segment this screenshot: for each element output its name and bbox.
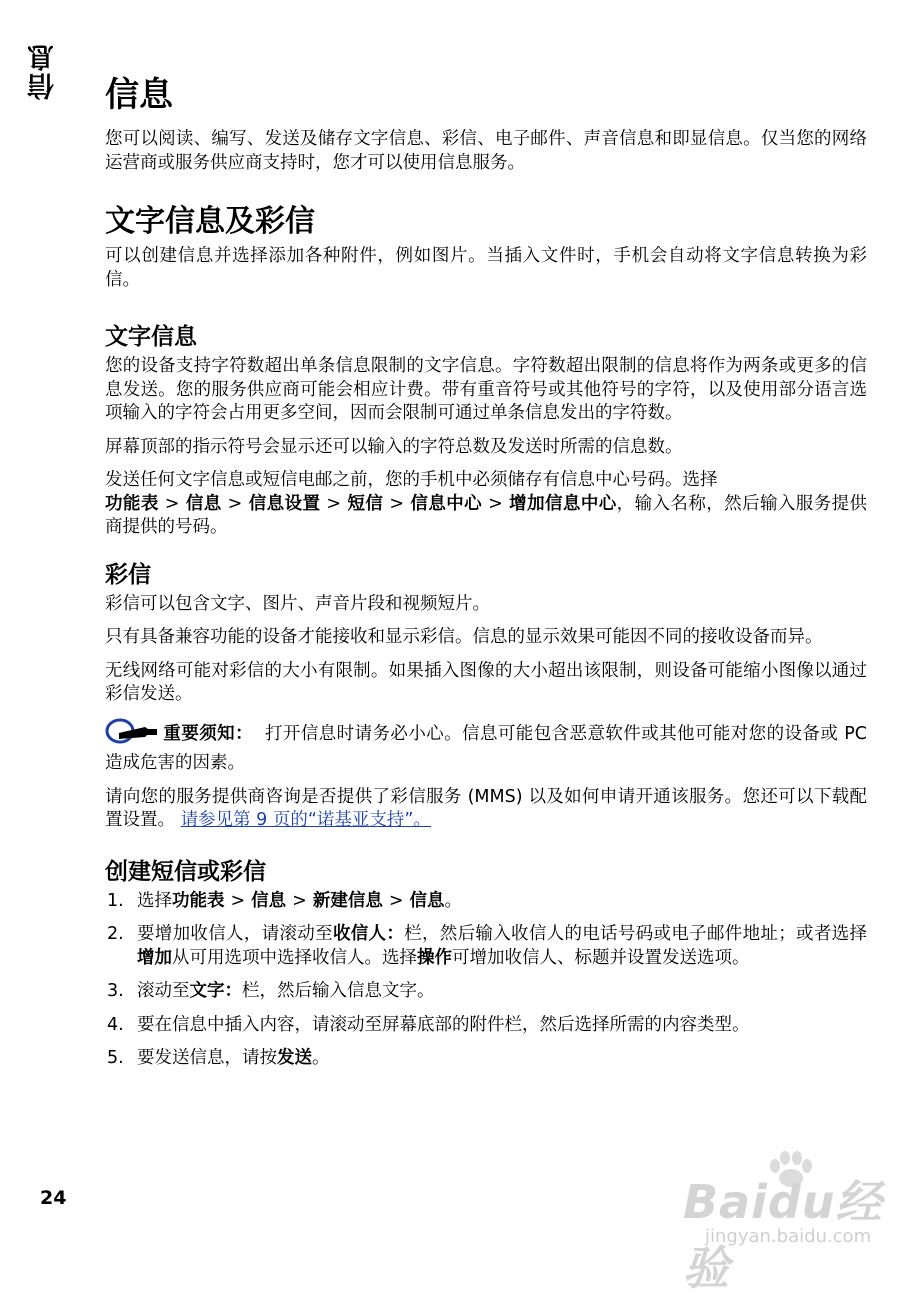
- menu-path-item: 信息中心: [410, 493, 483, 514]
- list-item: 3. 滚动至文字：栏，然后输入信息文字。: [107, 981, 435, 1001]
- nokia-support-link[interactable]: 请参见第 9 页的“诺基亚支持”。: [180, 810, 431, 830]
- list-item: 1. 选择功能表 > 信息 > 新建信息 > 信息。: [107, 890, 463, 911]
- list-item: 5. 要发送信息，请按发送。: [107, 1048, 330, 1068]
- subheading-sms: 文字信息: [105, 324, 197, 350]
- page-content: [105, 74, 867, 1081]
- mms-paragraph-1: 彩信可以包含文字、图片、声音片段和视频短片。: [105, 593, 490, 614]
- section-intro: 可以创建信息并选择添加各种附件，例如图片。当插入文件时，手机会自动将文字信息转换为彩信。: [105, 246, 867, 290]
- menu-path-item: 信息设置: [248, 493, 321, 514]
- sms-paragraph-3: 发送任何文字信息或短信电邮之前，您的手机中必须储存有信息中心号码。选择 功能表 > 信息 > 信息设置 > 短信 > 信息中心 > 增加信息中心，输入名称，然后输入服务提供商提供的号码。: [105, 470, 868, 537]
- page-title: 信息: [105, 75, 173, 115]
- menu-path-item: 增加信息中心: [508, 493, 617, 514]
- list-item: 2. 要增加收信人，请滚动至收信人：栏，然后输入收信人的电话号码或电子邮件地址；或者选择增加从可用选项中选择收信人。选择操作可增加收信人、标题并设置发送选项。: [107, 924, 867, 968]
- important-notice: 重要须知： 打开信息时请务必小心。信息可能包含恶意软件或其他可能对您的设备或 PC 造成危害的因素。: [105, 717, 867, 776]
- watermark-url: jingyan.baidu.com: [705, 1226, 872, 1247]
- menu-path-item: 信息: [185, 493, 222, 514]
- watermark-logo: Baidu经验: [683, 1175, 883, 1295]
- list-item: 4. 要在信息中插入内容，请滚动至屏幕底部的附件栏，然后选择所需的内容类型。: [107, 1014, 750, 1035]
- subheading-mms: 彩信: [105, 561, 151, 588]
- mms-paragraph-4: 请向您的服务提供商咨询是否提供了彩信服务 (MMS) 以及如何申请开通该服务。您还可以下载配置设置。 请参见第 9 页的“诺基亚支持”。: [105, 786, 867, 830]
- intro-paragraph: 您可以阅读、编写、发送及储存文字信息、彩信、电子邮件、声音信息和即显信息。仅当您的网络运营商或服务供应商支持时，您才可以使用信息服务。: [105, 129, 867, 173]
- menu-path-item: 短信: [347, 493, 384, 514]
- sms-paragraph-2: 屏幕顶部的指示符号会显示还可以输入的字符总数及发送时所需的信息数。: [105, 436, 683, 457]
- mms-paragraph-2: 只有具备兼容功能的设备才能接收和显示彩信。信息的显示效果可能因不同的接收设备而异。: [105, 627, 823, 647]
- side-chapter-tab: 信息: [28, 42, 59, 100]
- sms-paragraph-1: 您的设备支持字符数超出单条信息限制的文字信息。字符数超出限制的信息将作为两条或更多的信息发送。您的服务供应商可能会相应计费。带有重音符号或其他符号的字符，以及使用部分语言选项输入的字符会占用更多空间，因而会限制可通过单条信息发出的字符数。: [105, 356, 867, 423]
- mms-paragraph-3: 无线网络可能对彩信的大小有限制。如果插入图像的大小超出该限制，则设备可能缩小图像以通过彩信发送。: [105, 660, 867, 704]
- subheading-create: 创建短信或彩信: [105, 858, 266, 885]
- watermark: [683, 1150, 893, 1295]
- steps-list: [105, 890, 867, 1071]
- notice-hand-icon: [105, 717, 159, 753]
- page-number: 24: [40, 1187, 67, 1209]
- menu-path-item: 功能表: [105, 493, 159, 514]
- section-heading-sms-mms: 文字信息及彩信: [105, 204, 315, 239]
